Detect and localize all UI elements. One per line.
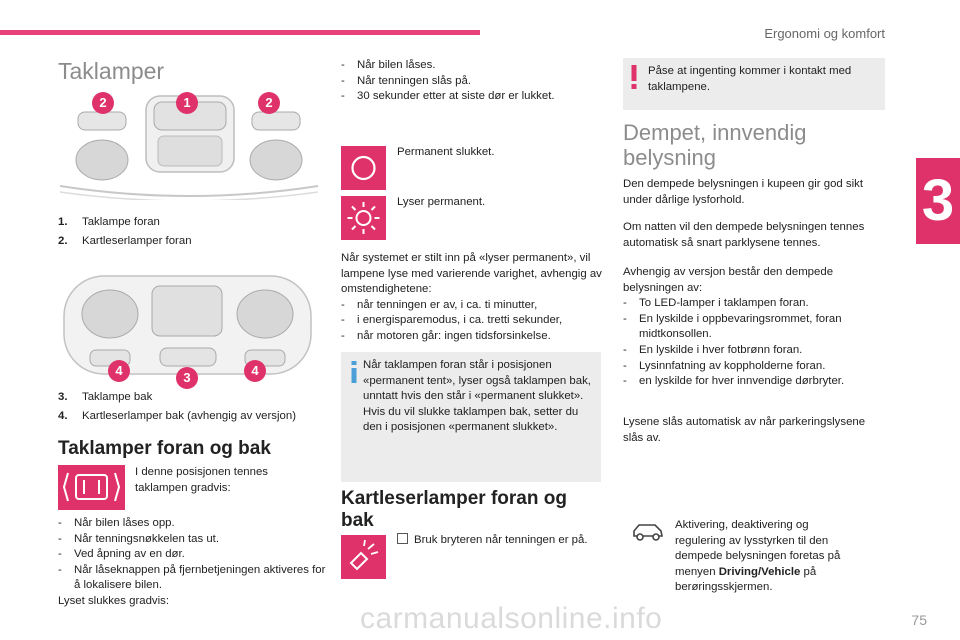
list-item: - Når bilen låses.	[341, 58, 606, 74]
warning-text: Påse at ingenting kommer i kontakt med taklampene.	[648, 65, 852, 93]
rear-lamp-illustration	[60, 270, 315, 382]
gradual-list	[58, 516, 330, 610]
list-item: - Når tenningsnøkkelen tas ut.	[58, 532, 330, 548]
rear-legend	[58, 390, 333, 424]
section-title-front-rear: Taklamper foran og bak	[58, 438, 271, 459]
list-item: - 30 sekunder etter at siste dør er lukket.	[341, 89, 606, 105]
list-item: - To LED-lamper i taklampen foran.	[623, 296, 888, 312]
map-lamp-icon	[341, 535, 386, 579]
permanent-on-icon	[341, 196, 386, 240]
callout-4-left: 4	[108, 360, 130, 382]
vehicle-menu-icon	[631, 520, 665, 544]
list-item: - Når tenningen slås på.	[341, 74, 606, 90]
legend-item: 1. Taklampe foran	[58, 216, 160, 228]
header-accent-bar	[0, 30, 480, 35]
chapter-tab: 3	[916, 158, 960, 244]
list-item: - når motoren går: ingen tidsforsinkelse.	[341, 329, 603, 345]
info-icon	[350, 361, 358, 383]
legend-item: 2. Kartleserlamper foran	[58, 234, 192, 247]
callout-2-right: 2	[258, 92, 280, 114]
legend-item: 3. Taklampe bak	[58, 391, 153, 403]
dimmed-p4: Lysene slås automatisk av når parkeringslysene slås av.	[623, 416, 866, 444]
info-text	[363, 358, 597, 436]
list-item: - når tenningen er av, i ca. ti minutter,	[341, 298, 603, 314]
map-lamp-text	[397, 533, 604, 549]
callout-4-right: 4	[244, 360, 266, 382]
vehicle-menu-text	[675, 518, 860, 596]
menu-text-a: Aktivering, deaktivering og regulering av lysstyrken til den dempede belysningen foretas på menyen	[675, 519, 841, 578]
dimmed-p3	[623, 265, 888, 390]
system-intro-text: Når systemet er stilt inn på «lyser permanent», vil lampene lyse med varierende varighet, avhengig av omstendighetene:	[341, 252, 602, 296]
dimmed-p1: Den dempede belysningen i kupeen gir god sikt under dårlige lysforhold.	[623, 178, 863, 206]
off-trigger-list	[341, 58, 606, 105]
off-gradual-text: Lyset slukkes gradvis:	[58, 594, 169, 607]
menu-name: Driving/Vehicle	[718, 565, 801, 578]
page-title: Taklamper	[58, 58, 165, 84]
map-lamp-instruction: Bruk bryteren når tenningen er på.	[414, 534, 588, 546]
permanent-off-icon	[341, 146, 386, 190]
info-box	[341, 352, 601, 482]
gradual-text: I denne posisjonen tennes taklampen gradvis:	[135, 466, 268, 494]
system-intro	[341, 251, 603, 345]
list-item: - En lyskilde i oppbevaringsrommet, foran midtkonsollen.	[623, 312, 888, 343]
checkbox-icon	[397, 533, 408, 544]
list-item: - i energisparemodus, i ca. tretti sekunder,	[341, 313, 603, 329]
section-title-dimmed-lighting: Dempet, innvendig belysning	[623, 120, 807, 170]
front-legend	[58, 215, 328, 249]
dimmed-p3-intro: Avhengig av versjon består den dempede belysningen av:	[623, 266, 834, 294]
info-text-1: Når taklampen foran står i posisjonen «permanent tent», lyser også taklampen bak, unntatt hvis den står i «permanent slukket».	[363, 359, 591, 403]
list-item: - Ved åpning av en dør.	[58, 547, 330, 563]
door-mode-icon	[58, 465, 125, 510]
callout-1: 1	[176, 92, 198, 114]
section-title-map-lamps: Kartleserlamper foran og bak	[341, 488, 567, 531]
list-item: - En lyskilde i hver fotbrønn foran.	[623, 343, 888, 359]
permanent-on-text: Lyser permanent.	[397, 196, 486, 208]
menu-text-b: på berøringsskjermen.	[675, 565, 817, 594]
list-item: - Når låseknappen på fjernbetjeningen aktiveres for å lokalisere bilen.	[58, 563, 330, 594]
warning-icon	[630, 65, 638, 89]
callout-3: 3	[176, 367, 198, 389]
list-item: - Når bilen låses opp.	[58, 516, 330, 532]
page-number: 75	[911, 612, 927, 628]
warning-box	[623, 58, 885, 110]
list-item: - Lysinnfatning av koppholderne foran.	[623, 359, 888, 375]
dimmed-p2: Om natten vil den dempede belysningen tennes automatisk så snart parklysene tennes.	[623, 221, 865, 249]
section-header: Ergonomi og komfort	[764, 26, 885, 41]
watermark: carmanualsonline.info	[360, 602, 663, 635]
list-item: - en lyskilde for hver innvendige dørbryter.	[623, 374, 888, 390]
info-text-2: Hvis du vil slukke taklampen bak, setter du den i posisjonen «permanent slukket».	[363, 405, 579, 434]
callout-2-left: 2	[92, 92, 114, 114]
permanent-off-text: Permanent slukket.	[397, 146, 495, 158]
legend-item: 4. Kartleserlamper bak (avhengig av versjon)	[58, 409, 296, 422]
